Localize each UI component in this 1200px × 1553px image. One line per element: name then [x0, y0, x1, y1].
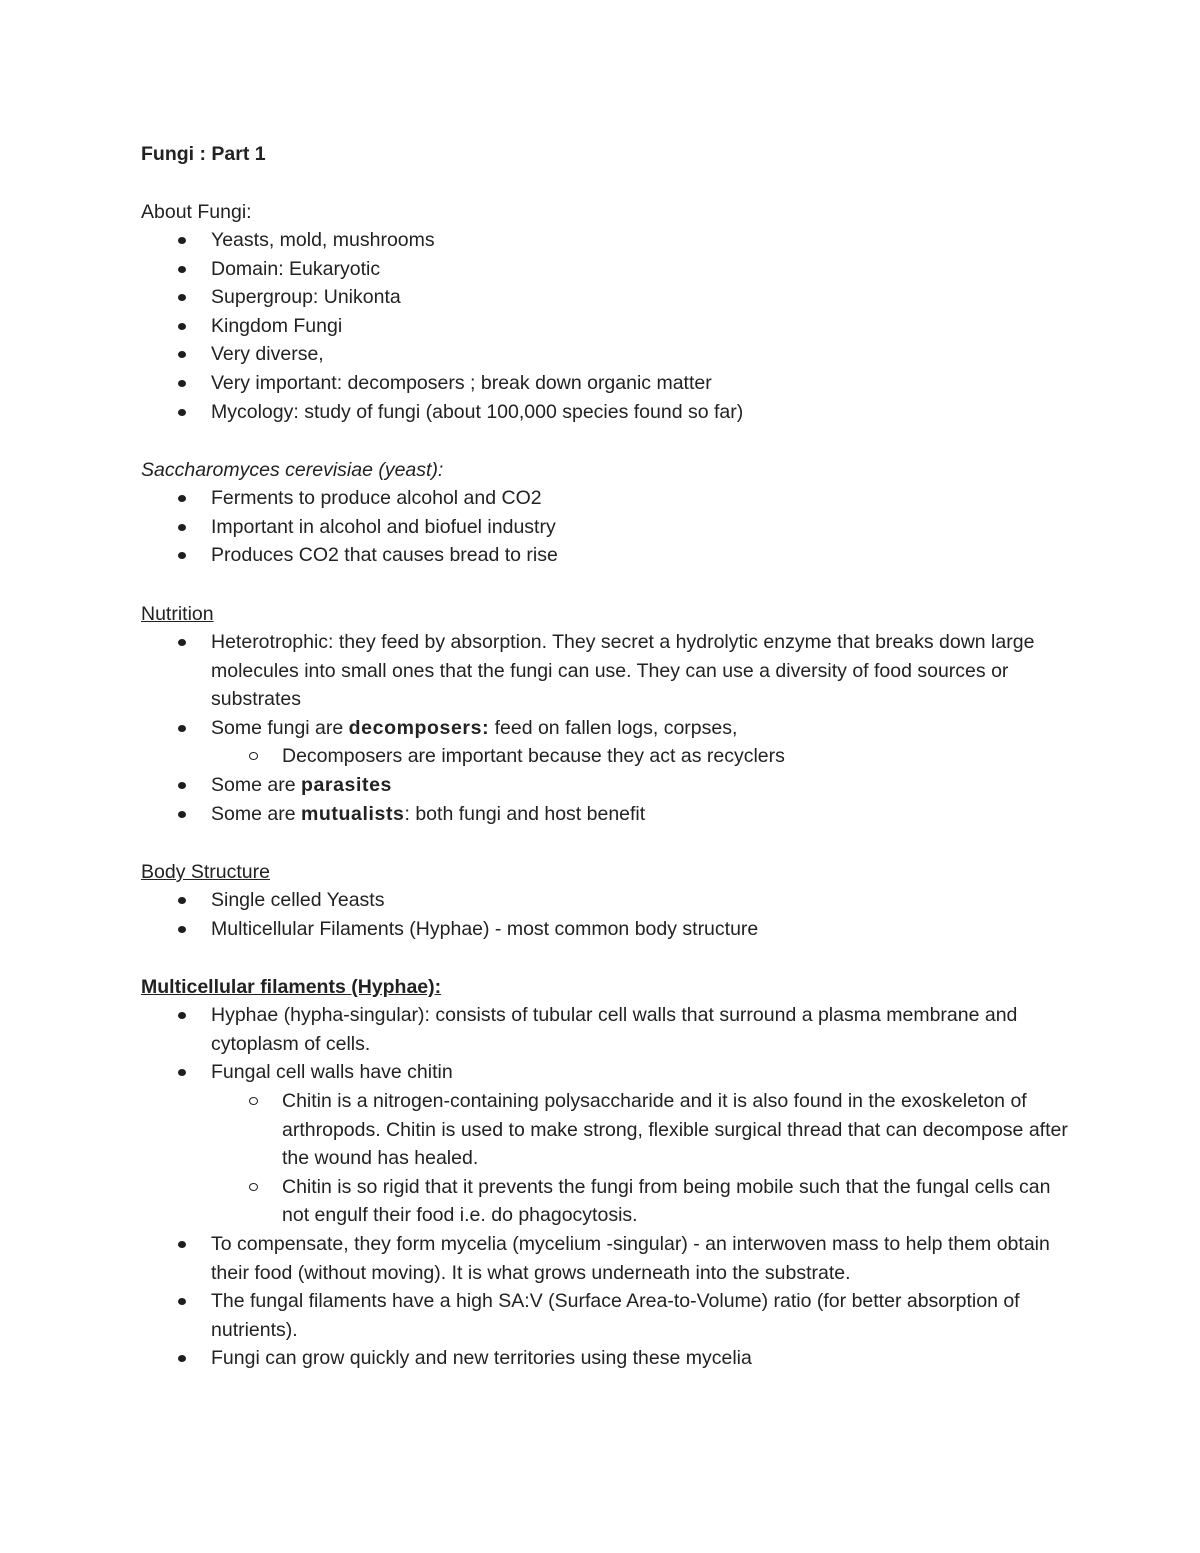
- section-heading-about: About Fungi:: [141, 201, 252, 223]
- list-item: Produces CO2 that causes bread to rise: [141, 541, 1071, 570]
- list-item: To compensate, they form mycelia (mycelium -singular) - an interwoven mass to help them obtain their food (without moving). It is what grows underneath into the substrate.: [141, 1230, 1071, 1287]
- term-parasites: parasites: [300, 773, 393, 796]
- list-item: The fungal filaments have a high SA:V (Surface Area-to-Volume) ratio (for better absorption of nutrients).: [141, 1287, 1071, 1344]
- term-mutualists: mutualists: [300, 802, 405, 825]
- bullet-icon: [178, 926, 186, 933]
- bullet-icon: [178, 897, 186, 904]
- list-item: Fungal cell walls have chitin: [141, 1058, 1071, 1087]
- bullet-icon: [178, 380, 186, 387]
- bullet-icon: [178, 294, 186, 301]
- list-item: Very diverse,: [141, 340, 1071, 369]
- bullet-icon: [178, 1012, 186, 1019]
- bullet-icon: [178, 1241, 186, 1248]
- bullet-icon: [178, 1069, 186, 1076]
- list-item: Hyphae (hypha-singular): consists of tubular cell walls that surround a plasma membrane and cytoplasm of cells.: [141, 1001, 1071, 1058]
- sub-list-item: Chitin is a nitrogen-containing polysaccharide and it is also found in the exoskeleton of arthropods. Chitin is used to make strong, flexible surgical thread that can decompose after the wound has healed.: [141, 1087, 1071, 1173]
- list-item: Heterotrophic: they feed by absorption. They secret a hydrolytic enzyme that breaks down large molecules into small ones that the fungi can use. They can use a diversity of food sources or substrates: [141, 628, 1071, 714]
- bullet-icon: [178, 495, 186, 502]
- bullet-icon: [178, 524, 186, 531]
- hollow-bullet-icon: [249, 752, 258, 760]
- section-heading-body-structure: Body Structure: [141, 861, 270, 884]
- section-heading-hyphae: Multicellular filaments (Hyphae):: [141, 976, 442, 999]
- term-decomposers: decomposers:: [348, 716, 490, 739]
- bullet-icon: [178, 552, 186, 559]
- bullet-icon: [178, 639, 186, 646]
- bullet-icon: [178, 782, 186, 789]
- list-item: Supergroup: Unikonta: [141, 283, 1071, 312]
- list-item: Important in alcohol and biofuel industry: [141, 513, 1071, 542]
- section-heading-yeast: Saccharomyces cerevisiae (yeast):: [141, 459, 444, 482]
- bullet-icon: [178, 266, 186, 273]
- list-item: Some fungi are decomposers: feed on fallen logs, corpses,: [141, 714, 1071, 743]
- bullet-icon: [178, 323, 186, 330]
- nutrition-list: [141, 628, 1071, 828]
- list-item: Mycology: study of fungi (about 100,000 species found so far): [141, 398, 1071, 427]
- section-heading-nutrition: Nutrition: [141, 602, 214, 625]
- list-item: Kingdom Fungi: [141, 312, 1071, 341]
- about-list: [141, 226, 1071, 426]
- list-item: Fungi can grow quickly and new territories using these mycelia: [141, 1344, 1071, 1373]
- bullet-icon: [178, 409, 186, 416]
- list-item: Ferments to produce alcohol and CO2: [141, 484, 1071, 513]
- list-item: Multicellular Filaments (Hyphae) - most common body structure: [141, 915, 1071, 944]
- sub-list-item: Chitin is so rigid that it prevents the fungi from being mobile such that the fungal cells can not engulf their food i.e. do phagocytosis.: [141, 1173, 1071, 1230]
- hyphae-list: [141, 1001, 1071, 1373]
- list-item: Some are parasites: [141, 771, 1071, 800]
- list-item: Some are mutualists: both fungi and host benefit: [141, 800, 1071, 829]
- sub-list-item: Decomposers are important because they act as recyclers: [141, 742, 1071, 771]
- list-item: Single celled Yeasts: [141, 886, 1071, 915]
- yeast-list: [141, 484, 1071, 570]
- hollow-bullet-icon: [249, 1183, 258, 1191]
- bullet-icon: [178, 725, 186, 732]
- page-title: Fungi : Part 1: [141, 143, 266, 165]
- bullet-icon: [178, 811, 186, 818]
- bullet-icon: [178, 237, 186, 244]
- bullet-icon: [178, 1355, 186, 1362]
- bullet-icon: [178, 351, 186, 358]
- list-item: Very important: decomposers ; break down organic matter: [141, 369, 1071, 398]
- document-body: [141, 140, 1071, 1373]
- hollow-bullet-icon: [249, 1097, 258, 1105]
- list-item: Yeasts, mold, mushrooms: [141, 226, 1071, 255]
- bullet-icon: [178, 1298, 186, 1305]
- list-item: Domain: Eukaryotic: [141, 255, 1071, 284]
- body-structure-list: [141, 886, 1071, 943]
